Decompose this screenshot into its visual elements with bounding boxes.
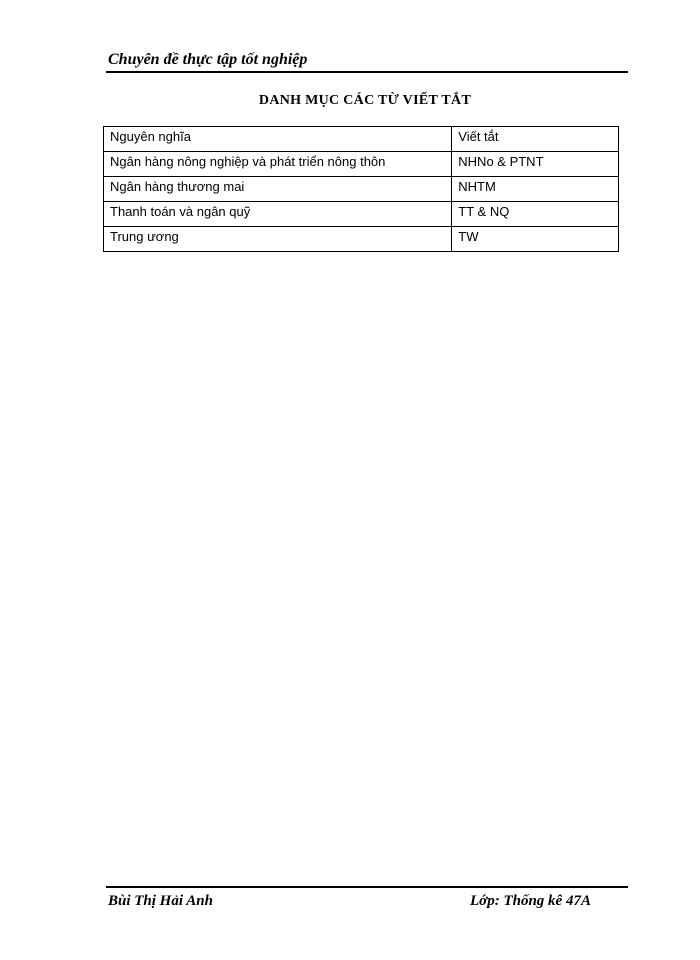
abbreviation-cell: TW [452, 227, 619, 252]
term-cell: Trung ương [104, 227, 452, 252]
abbreviation-cell: TT & NQ [452, 202, 619, 227]
header-rule [106, 71, 628, 73]
table-row [104, 152, 619, 177]
abbreviation-table [103, 126, 619, 252]
table-row [104, 177, 619, 202]
table-row [104, 202, 619, 227]
abbreviation-cell: NHTM [452, 177, 619, 202]
term-cell: Ngân hàng nông nghiệp và phát triển nông thôn [104, 152, 452, 177]
footer-author: Bùi Thị Hải Anh [108, 893, 213, 909]
page-title: DANH MỤC CÁC TỪ VIẾT TẮT [258, 93, 472, 108]
table-row [104, 227, 619, 252]
column-header-term: Nguyên nghĩa [104, 127, 452, 152]
footer-class: Lớp: Thống kê 47A [470, 893, 591, 909]
term-cell: Ngân hàng thương mai [104, 177, 452, 202]
table-header-row [104, 127, 619, 152]
running-header-title: Chuyên đề thực tập tốt nghiệp [108, 51, 308, 68]
abbreviation-cell: NHNo & PTNT [452, 152, 619, 177]
term-cell: Thanh toán và ngân quỹ [104, 202, 452, 227]
footer-rule [106, 886, 628, 888]
column-header-abbreviation: Viết tắt [452, 127, 619, 152]
